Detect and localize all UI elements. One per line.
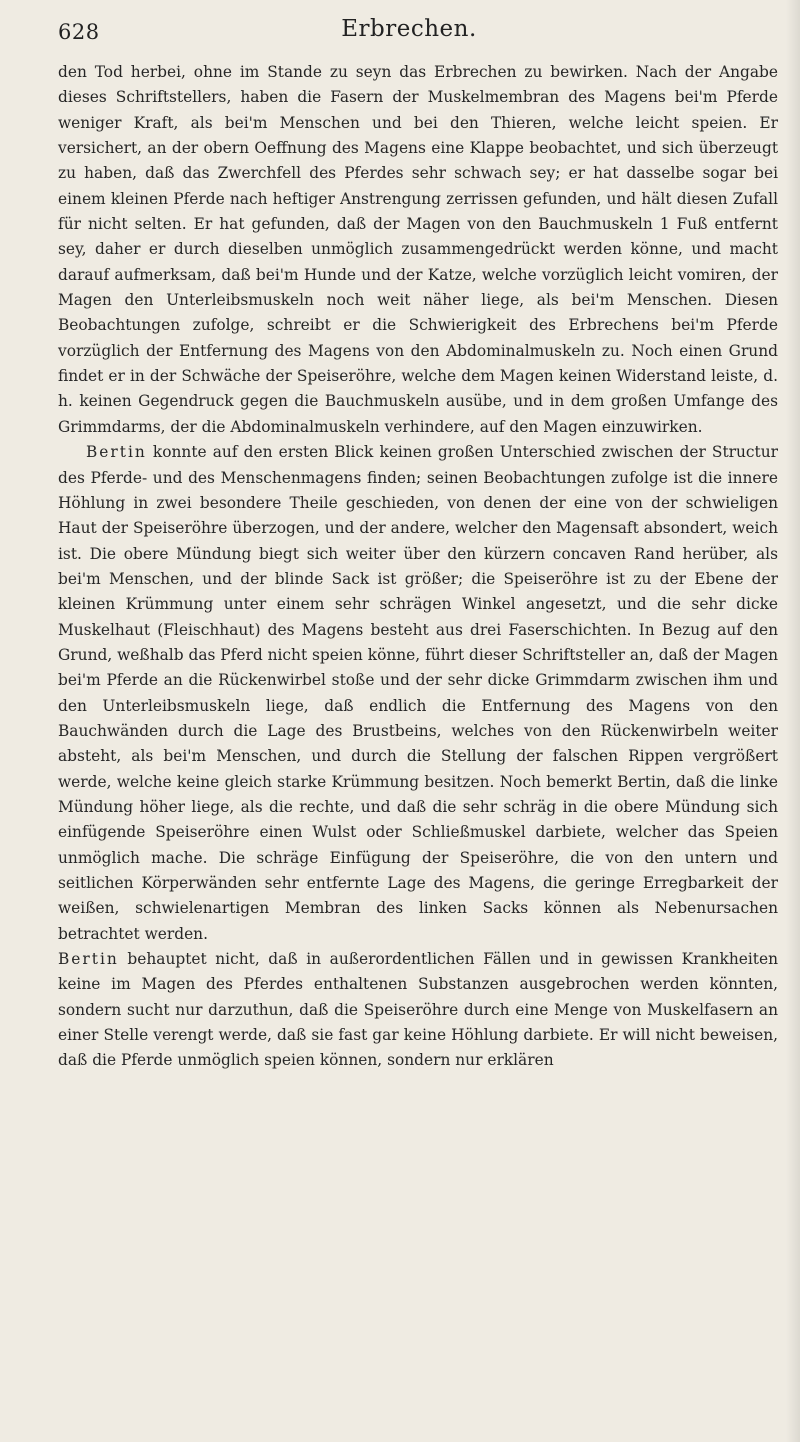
- paragraph-3: [58, 947, 778, 1074]
- paragraph-text: den Tod herbei, ohne im Stande zu seyn das Erbrechen zu bewirken. Nach der Angabe dieses Schriftstellers, haben die Fasern der Muskelmembran des Magens bei'm Pferde weniger Kraft, als bei'm Menschen und bei den Thieren, welche leicht speien. Er versichert, an der obern Oeffnung des Magens eine Klappe beobachtet, und sich überzeugt zu haben, daß das Zwerchfell des Pferdes sehr schwach sey; er hat dasselbe sogar bei einem kleinen Pferde nach heftiger Anstrengung zerrissen gefunden, und hält diesen Zufall für nicht selten. Er hat gefunden, daß der Magen von den Bauchmuskeln 1 Fuß entfernt sey, daher er durch dieselben unmöglich zusammengedrückt werden könne, und macht darauf aufmerksam, daß bei'm Hunde und der Katze, welche vorzüglich leicht vomiren, der Magen den Unterleibsmuskeln noch weit näher liege, als bei'm Menschen. Diesen Beobachtungen zufolge, schreibt er die Schwierigkeit des Erbrechens bei'm Pferde vorzüglich der Entfernung des Magens von den Abdominalmuskeln zu. Noch einen Grund findet er in der Schwäche der Speiseröhre, welche dem Magen keinen Widerstand leiste, d. h. keinen Gegendruck gegen die Bauchmuskeln ausübe, und in dem großen Umfange des Grimmdarms, der die Abdominalmuskeln verhindere, auf den Magen einzuwirken.: [58, 63, 778, 436]
- paragraph-text: konnte auf den ersten Blick keinen großen Unterschied zwischen der Structur des Pferde- und des Menschenmagens finden; seinen Beobachtungen zufolge ist die innere Höhlung in zwei besondere Theile geschieden, von denen der eine von der schwieligen Haut der Speiseröhre überzogen, und der andere, welcher den Magensaft absondert, weich ist. Die obere Mündung biegt sich weiter über den kürzern concaven Rand herüber, als bei'm Menschen, und der blinde Sack ist größer; die Speiseröhre ist zu der Ebene der kleinen Krümmung unter einem sehr schrägen Winkel angesetzt, und die sehr dicke Muskelhaut (Fleischhaut) des Magens besteht aus drei Faserschichten. In Bezug auf den Grund, weßhalb das Pferd nicht speien könne, führt dieser Schriftsteller an, daß der Magen bei'm Pferde an die Rückenwirbel stoße und der sehr dicke Grimmdarm zwischen ihm und den Unterleibsmuskeln liege, daß endlich die Entfernung des Magens von den Bauchwänden durch die Lage des Brustbeins, welches von den Rückenwirbeln weiter absteht, als bei'm Menschen, und durch die Stellung der falschen Rippen vergrößert werde, welche keine gleich starke Krümmung besitzen. Noch bemerkt Bertin, daß die linke Mündung höher liege, als die rechte, und daß die sehr schräg in die obere Mündung sich einfügende Speiseröhre einen Wulst oder Schließmuskel darbiete, welcher das Speien unmöglich mache. Die schräge Einfügung der Speiseröhre, die von den untern und seitlichen Körperwänden sehr entfernte Lage des Magens, die geringe Erregbarkeit der weißen, schwielenartigen Membran des linken Sacks können als Nebenursachen betrachtet werden.: [58, 443, 778, 943]
- paragraph-1: [58, 60, 778, 440]
- page-edge-shadow: [786, 0, 800, 1442]
- page-number: 628: [58, 20, 100, 44]
- body-text: [58, 60, 778, 1074]
- page-header: [58, 14, 760, 44]
- author-name: Bertin: [86, 443, 147, 462]
- paragraph-text: behauptet nicht, daß in außerordentlichen Fällen und in gewissen Krankheiten keine im Magen des Pferdes enthaltenen Substanzen ausgebrochen werden könnten, sondern sucht nur darzuthun, daß die Speiseröhre durch eine Menge von Muskelfasern an einer Stelle verengt werde, daß sie fast gar keine Höhlung darbiete. Er will nicht beweisen, daß die Pferde unmöglich speien können, sondern nur erklären: [58, 950, 778, 1070]
- running-head: Erbrechen.: [341, 16, 477, 42]
- author-name: Bertin: [58, 950, 119, 969]
- paragraph-2: [58, 440, 778, 947]
